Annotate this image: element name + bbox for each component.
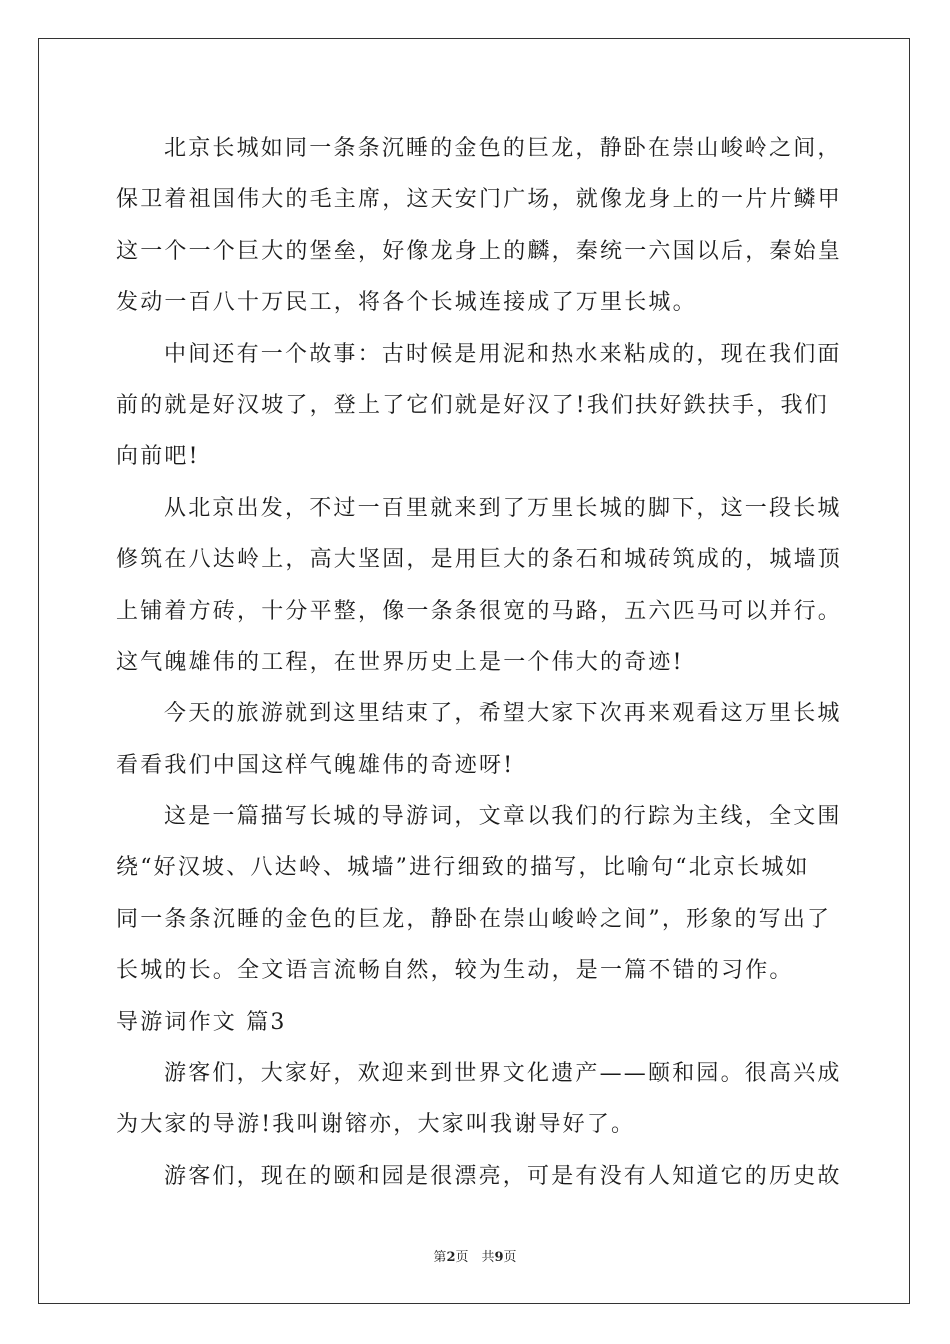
text-line: 北京长城如同一条条沉睡的金色的巨龙，静卧在崇山峻岭之间， <box>164 136 842 161</box>
text-line: 这气魄雄伟的工程，在世界历史上是一个伟大的奇迹! <box>116 649 684 675</box>
footer-prefix: 第 <box>433 1250 447 1265</box>
text-line: 中间还有一个故事：古时候是用泥和热水来粘成的，现在我们面 <box>164 341 842 367</box>
page-footer <box>0 1246 950 1265</box>
text-line: 绕“好汉坡、八达岭、城墙”进行细致的描写，比喻句“北京长城如 <box>116 855 810 881</box>
text-line: 向前吧! <box>116 444 200 470</box>
section-heading: 导游词作文 篇3 <box>116 1009 287 1035</box>
current-page-number: 2 <box>446 1250 456 1265</box>
text-line: 发动一百八十万民工，将各个长城连接成了万里长城。 <box>116 290 697 316</box>
text-line: 这是一篇描写长城的导游词，文章以我们的行踪为主线，全文围 <box>164 804 842 830</box>
footer-mid: 页 共 <box>455 1250 495 1265</box>
document-body <box>116 123 843 1202</box>
text-line: 长城的长。全文语言流畅自然，较为生动，是一篇不错的习作。 <box>116 958 794 984</box>
text-line: 为大家的导游!我叫谢镕亦，大家叫我谢导好了。 <box>116 1112 636 1138</box>
text-line: 这一个一个巨大的堡垒，好像龙身上的麟，秦统一六国以后，秦始皇 <box>116 238 843 264</box>
text-line: 今天的旅游就到这里结束了，希望大家下次再来观看这万里长城 <box>164 701 842 727</box>
text-line: 游客们，现在的颐和园是很漂亮，可是有没有人知道它的历史故 <box>164 1163 842 1189</box>
text-line: 同一条条沉睡的金色的巨龙，静卧在崇山峻岭之间”，形象的写出了 <box>116 906 832 932</box>
text-line: 上铺着方砖，十分平整，像一条条很宽的马路，五六匹马可以并行。 <box>116 598 843 624</box>
footer-suffix: 页 <box>503 1250 517 1265</box>
text-line: 修筑在八达岭上，高大坚固，是用巨大的条石和城砖筑成的，城墙顶 <box>116 547 843 573</box>
text-line: 游客们，大家好，欢迎来到世界文化遗产——颐和园。很高兴成 <box>164 1061 842 1087</box>
text-line: 保卫着祖国伟大的毛主席，这天安门广场，就像龙身上的一片片鳞甲 <box>116 187 843 213</box>
text-line: 前的就是好汉坡了，登上了它们就是好汉了!我们扶好鉄扶手，我们 <box>116 392 829 418</box>
text-line: 看看我们中国这样气魄雄伟的奇迹呀! <box>116 752 515 778</box>
text-line: 从北京出发，不过一百里就来到了万里长城的脚下，这一段长城 <box>164 495 842 521</box>
total-page-number: 9 <box>494 1250 504 1265</box>
